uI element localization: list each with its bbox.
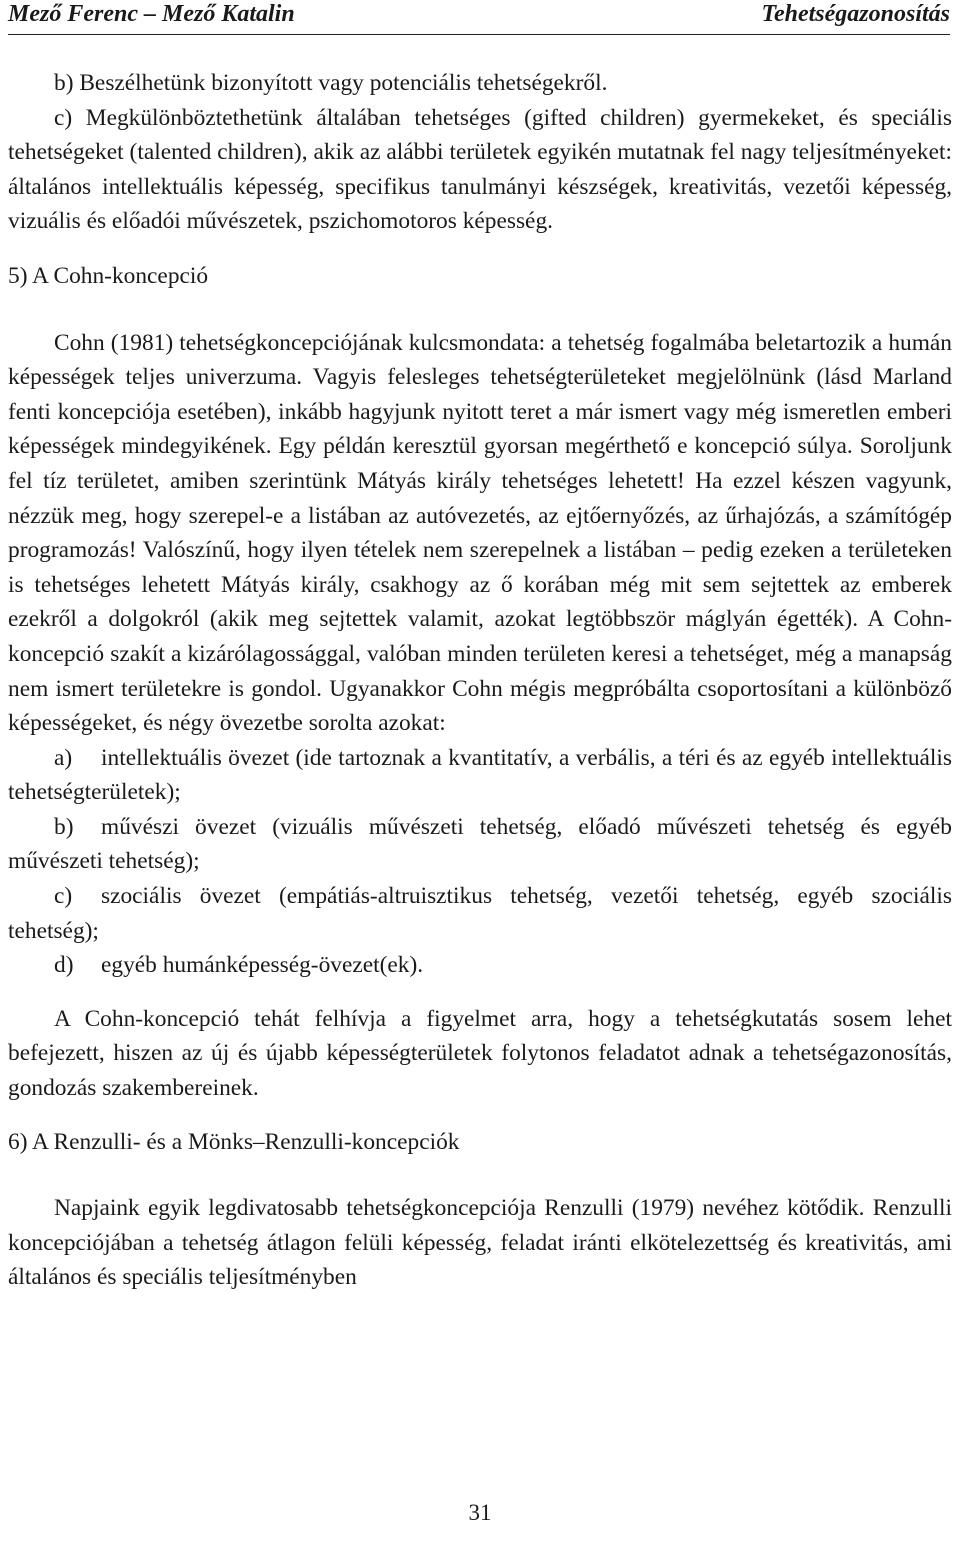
list-marker: b) [54, 813, 74, 840]
paragraph-cohn: Cohn (1981) tehetségkoncepciójának kulcsmondata: a tehetség fogalmába beletartozik a humán képességek teljes univerzuma. Vagyis felesleges tehetségterületeket megjelölnünk (lásd Marland fenti koncepciója esetében), inkább hagyjunk nyitott teret a már ismert vagy még ismeretlen emberi képességek mindegyikének. Egy példán keresztül gyorsan megérthető e koncepció súlya. Soroljunk fel tíz területet, amiben szerintünk Mátyás király tehetséges lehetett! Ha ezzel készen vagyunk, nézzük meg, hogy szerepel-e a listában az autóvezetés, az ejtőernyőzés, az űrhajózás, a számítógép programozás! Valószínű, hogy ilyen tételek nem szerepelnek a listában – pedig ezeken a területeken is tehetséges lehetett Mátyás király, csakhogy az ő korában még mit sem sejtettek az emberek ezekről a dolgokról (akik meg sejtettek valamit, azokat legtöbbször máglyán égették). A Cohn-koncepció szakít a kizárólagossággal, valóban minden területen keresi a tehetséget, még a manapság nem ismert területekre is gondol. Ugyanakkor Cohn mégis megpróbálta csoportosítani a különböző képességeket, és négy övezetbe sorolta azokat: [8, 329, 952, 737]
list-item-text: szociális övezet (empátiás-altruisztikus tehetség, vezetői tehetség, egyéb szociális tehetség); [8, 883, 952, 944]
header-title: Tehetségazonosítás [761, 1, 950, 27]
list-item-text: egyéb humánképesség-övezet(ek). [101, 952, 424, 979]
header-authors: Mező Ferenc – Mező Katalin [8, 1, 295, 27]
page-body [8, 66, 952, 1295]
paragraph-renzulli: Napjaink egyik legdivatosabb tehetségkoncepciója Renzulli (1979) nevéhez kötődik. Renzulli koncepciójában a tehetség átlagon felüli képesség, feladat iránti elkötelezettség és kreativitás, ami általános és speciális teljesítményben [8, 1195, 952, 1291]
cohn-list-item-c [8, 879, 952, 948]
list-item-text: intellektuális övezet (ide tartoznak a kvantitatív, a verbális, a téri és az egyéb intellektuális tehetségterületek); [8, 744, 952, 806]
list-item-b-intro: b) Beszélhetünk bizonyított vagy potenciális tehetségekről. [54, 70, 608, 96]
paragraph-summary: A Cohn-koncepció tehát felhívja a figyelmet arra, hogy a tehetségkutatás sosem lehet befejezett, hiszen az új és újabb képességterületek folytonos feladatot adnak a tehetségazonosítás, gondozás szakembereinek. [8, 1005, 952, 1102]
section-heading-renzulli: 6) A Renzulli- és a Mönks–Renzulli-koncepciók [8, 1128, 460, 1155]
cohn-list-item-a [8, 741, 952, 810]
list-marker: c) [54, 883, 73, 910]
list-marker: d) [54, 952, 74, 979]
page-number: 31 [468, 1500, 492, 1525]
section-heading-cohn: 5) A Cohn-koncepció [8, 262, 209, 289]
cohn-list-item-b [8, 810, 952, 879]
running-header [8, 0, 950, 35]
list-item-text: művészi övezet (vizuális művészeti tehetség, előadó művészeti tehetség és egyéb művészeti tehetség); [8, 813, 952, 875]
list-marker: a) [54, 744, 73, 771]
list-item-c-intro: c) Megkülönböztethetünk általában tehetséges (gifted children) gyermekeket, és speciális tehetségeket (talented children), akik az alábbi területek egyikén mutatnak fel nagy teljesítményeket: általános intellektuális képesség, specifikus tanulmányi készségek, kreativitás, vezetői képesség, vizuális és előadói művészetek, pszichomotoros képesség. [8, 104, 952, 235]
cohn-list-item-d [8, 948, 952, 983]
